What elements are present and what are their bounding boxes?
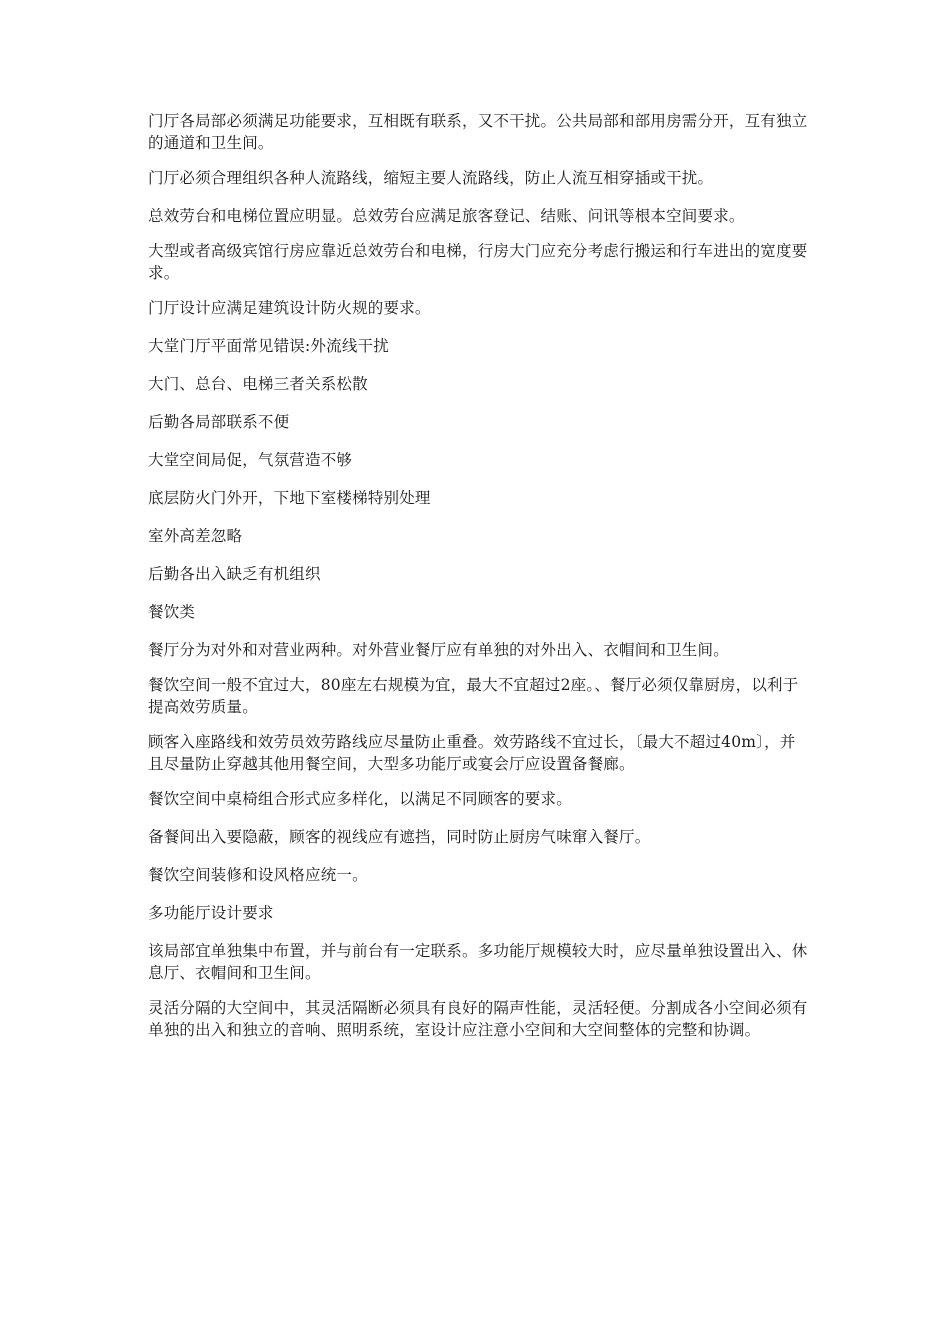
paragraph-multifunction-layout: 该局部宜单独集中布置，并与前台有一定联系。多功能厅规模较大时，应尽量单独设置出入、休息厅、衣帽间和卫生间。 [148, 942, 808, 982]
paragraph-lobby-function: 门厅各局部必须满足功能要求，互相既有联系，又不干扰。公共局部和部用房需分开，互有独立的通道和卫生间。 [148, 112, 808, 152]
paragraph-error-fire-door: 底层防火门外开，下地下室楼梯特别处理 [148, 489, 431, 507]
paragraph-fire-code: 门厅设计应满足建筑设计防火规的要求。 [148, 299, 431, 317]
section-heading-multifunction: 多功能厅设计要求 [148, 904, 274, 922]
paragraph-restaurant-types: 餐厅分为对外和对营业两种。对外营业餐厅应有单独的对外出入、衣帽间和卫生间。 [148, 641, 729, 659]
paragraph-error-logistics: 后勤各局部联系不便 [148, 413, 290, 431]
paragraph-dining-size: 餐饮空间一般不宜过大，80座左右规模为宜，最大不宜超过2座。、餐厅必须仅靠厨房，以利于提高效劳质量。 [148, 676, 799, 716]
paragraph-lobby-flow: 门厅必须合理组织各种人流路线，缩短主要人流路线，防止人流互相穿插或干扰。 [148, 169, 714, 187]
paragraph-pantry: 备餐间出入要隐蔽，顾客的视线应有遮挡，同时防止厨房气味窜入餐厅。 [148, 828, 651, 846]
paragraph-seating: 餐饮空间中桌椅组合形式应多样化，以满足不同顾客的要求。 [148, 790, 572, 808]
paragraph-error-height: 室外高差忽略 [148, 527, 243, 545]
paragraph-flexible-partition: 灵活分隔的大空间中，其灵活隔断必须具有良好的隔声性能，灵活轻便。分割成各小空间必须有单独的出入和独立的音响、照明系统，室设计应注意小空间和大空间整体的完整和协调。 [148, 999, 808, 1039]
document-body [148, 110, 808, 1054]
paragraph-decoration-style: 餐饮空间装修和设风格应统一。 [148, 866, 368, 884]
paragraph-common-errors: 大堂门厅平面常见错误:外流线干扰 [148, 337, 389, 355]
paragraph-luggage-room: 大型或者高级宾馆行房应靠近总效劳台和电梯，行房大门应充分考虑行搬运和行车进出的宽度要求。 [148, 242, 808, 282]
paragraph-front-desk: 总效劳台和电梯位置应明显。总效劳台应满足旅客登记、结账、问讯等根本空间要求。 [148, 207, 745, 225]
paragraph-service-route: 顾客入座路线和效劳员效劳路线应尽量防止重叠。效劳路线不宜过长，〔最大不超过40m〕，并且尽量防止穿越其他用餐空间，大型多功能厅或宴会厅应设置备餐廊。 [148, 733, 796, 773]
section-heading-dining: 餐饮类 [148, 603, 196, 621]
paragraph-error-cramped: 大堂空间局促，气氛营造不够 [148, 451, 353, 469]
paragraph-error-loose-relation: 大门、总台、电梯三者关系松散 [148, 375, 368, 393]
paragraph-error-entrances: 后勤各出入缺乏有机组织 [148, 565, 321, 583]
